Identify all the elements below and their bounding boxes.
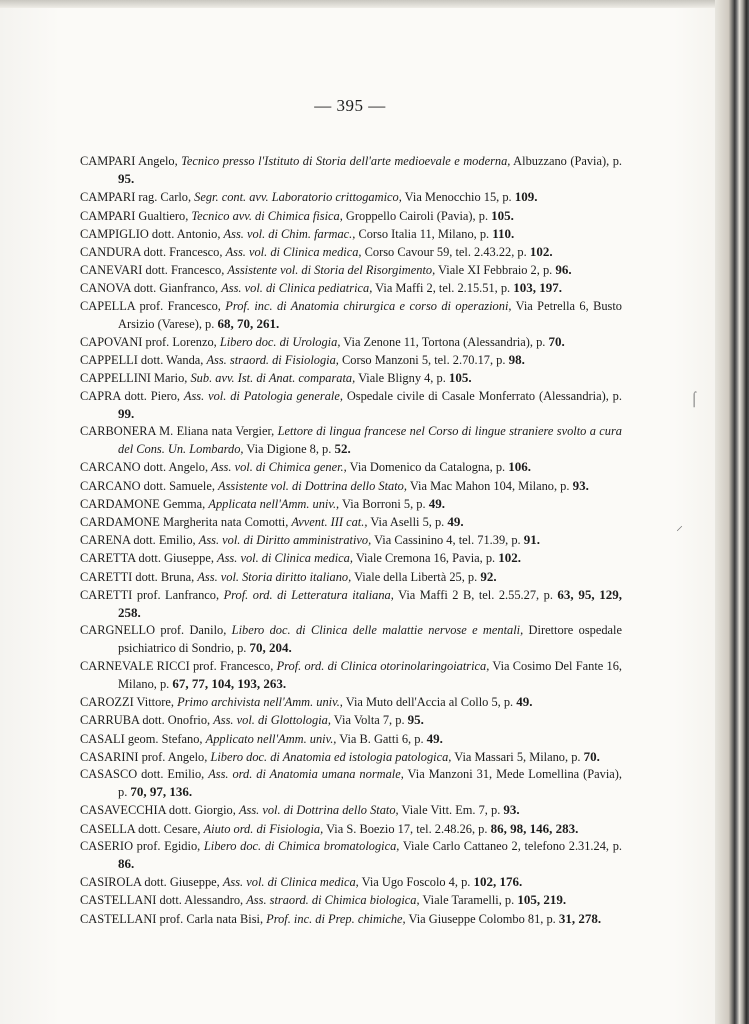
entry-name: CAMPARI Angelo, <box>80 154 182 168</box>
entry-role: Assistente vol. di Storia del Risorgimento, <box>227 263 436 278</box>
entry-details: Viale Bligny 4, p. <box>355 371 449 386</box>
entry-name: CARCANO dott. Samuele, <box>80 478 219 493</box>
entry-role: Avvent. III cat., <box>291 515 368 530</box>
directory-entry <box>80 225 622 243</box>
entry-details: Via Maffi 2, tel. 2.15.51, p. <box>372 281 514 296</box>
entry-details: Viale Vitt. Em. 7, p. <box>398 803 504 818</box>
entry-role: Prof. inc. di Anatomia chirurgica e corso di operazioni, <box>225 298 512 313</box>
entry-details: Corso Manzoni 5, tel. 2.70.17, p. <box>338 353 509 368</box>
entry-role: Ass. straord. di Fisiologia, <box>206 353 339 368</box>
entry-pages: 52. <box>334 441 351 457</box>
entry-role: Assistente vol. di Dottrina dello Stato, <box>218 478 407 493</box>
directory-entry <box>80 820 622 838</box>
margin-mark: ⌠ <box>690 392 699 407</box>
entry-details: Viale Taramelli, p. <box>419 893 518 908</box>
entry-role: Tecnico presso l'Istituto di Storia dell'arte medioevale e moderna, <box>181 154 511 168</box>
entry-name: CASTELLANI dott. Alessandro, <box>80 893 247 908</box>
entry-pages: 70, 97, 136. <box>130 784 193 800</box>
directory-entry <box>80 333 622 351</box>
directory-entry <box>80 801 622 819</box>
entry-details: Via Giuseppe Colombo 81, p. <box>405 911 559 926</box>
directory-entry <box>80 477 622 495</box>
entry-name: CAPELLA prof. Francesco, <box>80 298 226 313</box>
entry-role: Ass. vol. di Clinica medica, <box>217 551 353 566</box>
entry-name: CARENA dott. Emilio, <box>80 533 199 548</box>
entry-name: CAPRA dott. Piero, <box>80 388 184 403</box>
entry-pages: 103, 197. <box>513 280 562 296</box>
entry-details: Via Cosimo Del Fante 16, Milano, p. <box>118 658 623 691</box>
entry-details: Ospedale civile di Casale Monferrato (Alessandria), p. <box>342 388 622 403</box>
entry-details: Via Petrella 6, Busto Arsizio (Varese), p. <box>118 298 622 331</box>
directory-entry <box>80 531 622 549</box>
entry-name: CASELLA dott. Cesare, <box>80 821 204 836</box>
entry-pages: 68, 70, 261. <box>217 315 280 331</box>
entry-role: Sub. avv. Ist. di Anat. comparata, <box>190 371 356 386</box>
entry-role: Ass. vol. di Clinica pediatrica, <box>221 281 373 296</box>
entry-pages: 105, 219. <box>517 892 567 908</box>
entry-details: Via Volta 7, p. <box>330 713 408 728</box>
entry-role: Applicata nell'Amm. univ., <box>208 496 340 511</box>
entry-pages: 70, 204. <box>249 640 292 656</box>
entry-role: Prof. ord. di Letteratura italiana, <box>223 587 394 602</box>
entry-role: Ass. vol. Storia diritto italiano, <box>197 569 352 584</box>
entry-role: Lettore di lingua francese nel Corso di lingue straniere svolto a cura del Cons. Un. Lombardo, <box>118 424 622 457</box>
entry-pages: 99. <box>118 405 135 421</box>
entry-name: CAPPELLINI Mario, <box>80 371 191 386</box>
page-number: — 395 — <box>314 96 386 115</box>
directory-entry <box>80 622 622 657</box>
page-top-edge <box>0 0 715 8</box>
entry-name: CASAVECCHIA dott. Giorgio, <box>80 803 239 818</box>
directory-entry <box>80 730 622 748</box>
directory-entry <box>80 568 622 586</box>
directory-entry <box>80 549 622 567</box>
directory-entry <box>80 279 622 297</box>
directory-entry <box>80 873 622 891</box>
entry-name: CARETTI dott. Bruna, <box>80 569 198 584</box>
directory-entry <box>80 153 622 188</box>
directory-entry <box>80 423 622 458</box>
entry-pages: 93. <box>572 477 589 493</box>
entry-pages: 95. <box>407 712 424 728</box>
entry-details: Corso Italia 11, Milano, p. <box>355 226 493 241</box>
entry-pages: 102. <box>498 550 521 566</box>
entry-role: Ass. vol. di Chim. farmac., <box>223 226 356 241</box>
entry-details: Via Mac Mahon 104, Milano, p. <box>406 478 573 493</box>
entry-details: Via Muto dell'Accia al Collo 5, p. <box>342 695 517 710</box>
book-spine <box>715 0 749 1024</box>
entry-role: Ass. vol. di Glottologia, <box>213 713 331 728</box>
entry-pages: 105. <box>491 207 514 223</box>
entry-role: Segr. cont. avv. Laboratorio crittogamico, <box>194 190 402 205</box>
entry-pages: 63, 95, 129, 258. <box>118 586 622 621</box>
entry-name: CAMPIGLIO dott. Antonio, <box>80 226 224 241</box>
entry-details: Via Borroni 5, p. <box>339 496 429 511</box>
entry-role: Libero doc. di Urologia, <box>219 335 341 350</box>
entry-details: Via S. Boezio 17, tel. 2.48.26, p. <box>323 821 491 836</box>
entry-pages: 91. <box>523 532 540 548</box>
entry-details: Via Massari 5, Milano, p. <box>451 749 584 764</box>
entry-role: Ass. vol. di Diritto amministrativo, <box>198 533 372 548</box>
entry-details: Via B. Gatti 6, p. <box>336 731 427 746</box>
entry-details: Corso Cavour 59, tel. 2.43.22, p. <box>361 245 530 260</box>
entry-name: CAPPELLI dott. Wanda, <box>80 353 207 368</box>
directory-entry <box>80 207 622 225</box>
directory-entry <box>80 658 622 693</box>
entry-pages: 106. <box>508 459 531 475</box>
directory-entry <box>80 891 622 909</box>
entry-details: Via Ugo Foscolo 4, p. <box>358 875 474 890</box>
entry-pages: 70. <box>583 748 600 764</box>
entry-details: Groppello Cairoli (Pavia), p. <box>342 208 492 223</box>
directory-list <box>80 153 622 928</box>
entry-pages: 92. <box>480 568 497 584</box>
entry-details: Via Maffi 2 B, tel. 2.55.27, p. <box>393 587 558 602</box>
entry-role: Libero doc. di Anatomia ed istologia patologica, <box>210 749 452 764</box>
entry-name: CARGNELLO prof. Danilo, <box>80 623 232 638</box>
entry-role: Primo archivista nell'Amm. univ., <box>177 695 343 710</box>
entry-name: CARNEVALE RICCI prof. Francesco, <box>80 658 277 673</box>
entry-role: Libero doc. di Chimica bromatologica, <box>203 838 400 853</box>
entry-pages: 70. <box>548 334 565 350</box>
entry-details: Viale XI Febbraio 2, p. <box>435 263 556 278</box>
entry-role: Prof. inc. di Prep. chimiche, <box>266 911 406 926</box>
entry-pages: 86, 98, 146, 283. <box>490 820 579 836</box>
entry-name: CARRUBA dott. Onofrio, <box>80 713 214 728</box>
directory-entry <box>80 586 622 622</box>
entry-name: CARETTA dott. Giuseppe, <box>80 551 218 566</box>
entry-details: Albuzzano (Pavia), p. <box>510 154 622 168</box>
entry-role: Ass. vol. di Dottrina dello Stato, <box>238 803 399 818</box>
entry-name: CARDAMONE Gemma, <box>80 496 209 511</box>
entry-details: Via Zenone 11, Tortona (Alessandria), p. <box>340 335 549 350</box>
entry-name: CANDURA dott. Francesco, <box>80 245 226 260</box>
entry-name: CASASCO dott. Emilio, <box>80 766 209 781</box>
entry-pages: 49. <box>516 694 533 710</box>
directory-entry <box>80 748 622 766</box>
directory-entry <box>80 458 622 476</box>
entry-pages: 105. <box>448 370 472 386</box>
entry-pages: 86. <box>118 855 135 871</box>
directory-entry <box>80 369 622 387</box>
entry-name: CANOVA dott. Gianfranco, <box>80 281 222 296</box>
entry-details: Viale della Libertà 25, p. <box>351 569 481 584</box>
entry-name: CASARINI prof. Angelo, <box>80 749 211 764</box>
directory-entry <box>80 711 622 729</box>
entry-name: CASIROLA dott. Giuseppe, <box>80 875 223 890</box>
entry-pages: 49. <box>447 514 464 530</box>
entry-pages: 95. <box>118 171 135 187</box>
entry-pages: 109. <box>514 189 538 205</box>
entry-pages: 31, 278. <box>558 910 602 926</box>
entry-role: Libero doc. di Clinica delle malattie nervose e mentali, <box>231 623 524 638</box>
directory-entry <box>80 261 622 279</box>
entry-pages: 102, 176. <box>473 874 523 890</box>
entry-role: Prof. ord. di Clinica otorinolaringoiatrica, <box>276 658 490 673</box>
entry-role: Ass. straord. di Chimica biologica, <box>246 893 420 908</box>
entry-pages: 67, 77, 104, 193, 263. <box>172 675 287 691</box>
directory-entry <box>80 298 622 333</box>
entry-role: Aiuto ord. di Fisiologia, <box>203 821 324 836</box>
entry-details: Via Manzoni 31, Mede Lomellina (Pavia), p. <box>118 766 622 800</box>
entry-name: CAMPARI Gualtiero, <box>80 208 192 223</box>
entry-details: Direttore ospedale psichiatrico di Sondrio, p. <box>118 623 622 656</box>
directory-entry <box>80 388 622 423</box>
entry-details: Viale Cremona 16, Pavia, p. <box>352 551 499 566</box>
entry-pages: 93. <box>503 802 520 818</box>
entry-name: CARDAMONE Margherita nata Comotti, <box>80 515 292 530</box>
entry-role: Applicato nell'Amm. univ., <box>205 731 337 746</box>
entry-role: Ass. vol. di Clinica medica, <box>222 875 359 890</box>
directory-entry <box>80 693 622 711</box>
entry-pages: 102. <box>529 244 553 260</box>
entry-pages: 96. <box>555 262 572 278</box>
entry-name: CARETTI prof. Lanfranco, <box>80 587 224 602</box>
entry-details: Via Menocchio 15, p. <box>401 190 515 205</box>
entry-role: Ass. vol. di Chimica gener., <box>211 460 347 475</box>
directory-entry <box>80 766 622 801</box>
directory-entry <box>80 188 622 206</box>
entry-name: CASALI geom. Stefano, <box>80 731 206 746</box>
entry-role: Tecnico avv. di Chimica fisica, <box>191 208 343 223</box>
entry-name: CASTELLANI prof. Carla nata Bisi, <box>80 911 267 926</box>
entry-details: Viale Carlo Cattaneo 2, telefono 2.31.24, p. <box>399 838 622 853</box>
directory-entry <box>80 838 622 873</box>
entry-name: CAMPARI rag. Carlo, <box>80 190 195 205</box>
directory-entry <box>80 351 622 369</box>
entry-role: Ass. vol. di Clinica medica, <box>225 245 362 260</box>
entry-role: Ass. ord. di Anatomia umana normale, <box>208 766 404 781</box>
margin-mark: ⸝ <box>676 519 683 534</box>
entry-pages: 110. <box>492 225 515 241</box>
entry-pages: 49. <box>426 730 443 746</box>
directory-entry <box>80 243 622 261</box>
entry-name: CASERIO prof. Egidio, <box>80 838 204 853</box>
entry-name: CAPOVANI prof. Lorenzo, <box>80 335 220 350</box>
entry-name: CARBONERA M. Eliana nata Vergier, <box>80 424 278 439</box>
entry-details: Via Cassinino 4, tel. 71.39, p. <box>371 533 524 548</box>
directory-entry <box>80 495 622 513</box>
entry-name: CANEVARI dott. Francesco, <box>80 263 228 278</box>
directory-entry <box>80 513 622 531</box>
entry-pages: 98. <box>508 352 525 368</box>
entry-pages: 49. <box>428 495 445 511</box>
entry-details: Via Digione 8, p. <box>243 442 335 457</box>
entry-details: Via Domenico da Catalogna, p. <box>346 460 509 475</box>
entry-details: Via Aselli 5, p. <box>367 515 448 530</box>
entry-name: CARCANO dott. Angelo, <box>80 460 212 475</box>
entry-name: CAROZZI Vittore, <box>80 695 178 710</box>
directory-entry <box>80 910 622 928</box>
entry-role: Ass. vol. di Patologia generale, <box>183 388 343 403</box>
